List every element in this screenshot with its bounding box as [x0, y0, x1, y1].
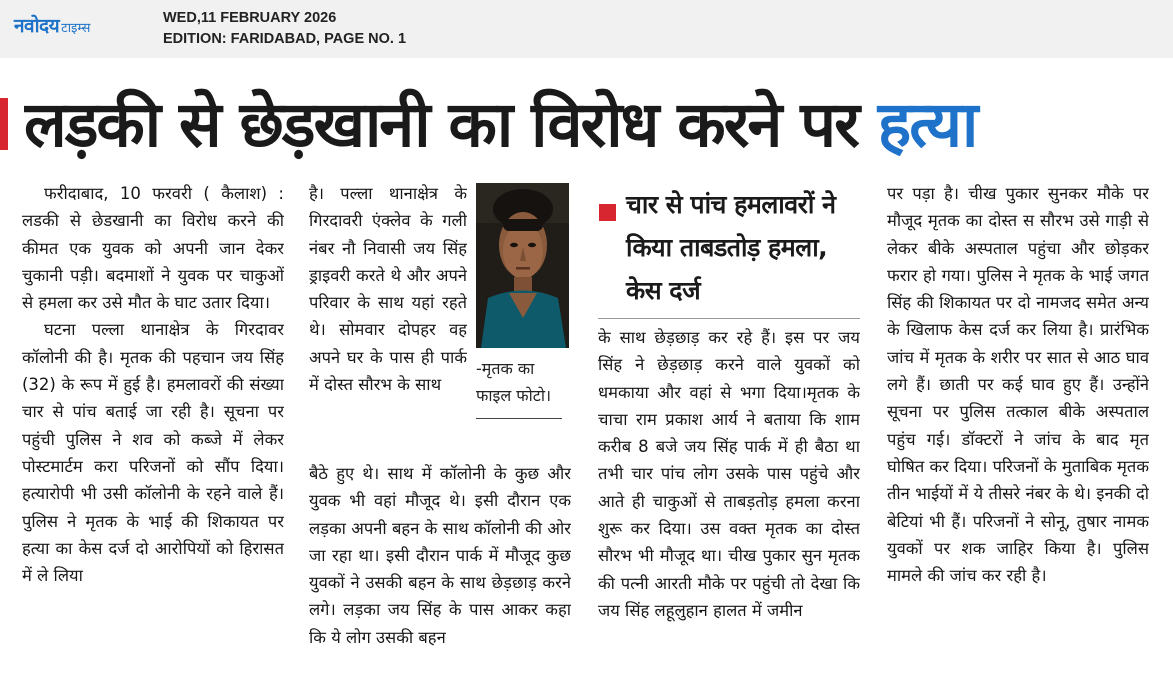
epaper-header [0, 0, 1173, 58]
photo-caption: -मृतक का फाइल फोटो। [476, 359, 552, 405]
article-column-3 [598, 324, 860, 692]
subhead-marker [599, 204, 616, 221]
article-column-2-bottom [309, 460, 571, 692]
edition-info [163, 8, 406, 50]
subhead-divider [598, 318, 860, 319]
newspaper-logo[interactable] [14, 12, 90, 38]
article-column-1 [22, 180, 284, 692]
article-column-4 [887, 180, 1149, 692]
headline-main: लड़की से छेड़खानी का विरोध करने पर [24, 88, 858, 161]
article-column-2-top [309, 180, 467, 460]
column-2-top-text: है। पल्ला थानाक्षेत्र के गिरदावरी एंक्लेव के गली नंबर नौ निवासी जय सिंह ड्राइवरी करते थे और अपने परिवार के साथ यहां रहते थे। सोमवार दोपहर वह अपने घर के पास ही पार्क में दोस्त सौरभ के साथ [309, 184, 467, 395]
column-1-paragraph-1: फरीदाबाद, 10 फरवरी ( कैलाश) : लडकी से छेडखानी का विरोध करने की कीमत एक युवक को अपनी जान देकर चुकानी पड़ी। बदमाशों ने युवक पर चाकुओं से हमला कर उसे मौत के घाट उतार दिया। [22, 184, 284, 313]
column-2-bottom-text: बैठे हुए थे। साथ में कॉलोनी के कुछ और युवक भी वहां मौजूद थे। इसी दौरान एक लड़का अपनी बहन के साथ कॉलोनी की ओर जा रहा था। इसी दौरान पार्क में मौजूद कुछ युवकों ने उसकी बहन के साथ छेड़छाड़ करने लगे। लड़का जय सिंह के पास आकर कहा कि ये लोग उसकी बहन [309, 464, 571, 647]
logo-sub-text: टाइम्स [61, 21, 91, 36]
column-1-paragraph-2: घटना पल्ला थानाक्षेत्र के गिरदावर कॉलोनी की है। मृतक की पहचान जय सिंह (32) के रूप में हुई है। हमलावरों की संख्या चार से पांच बताई जा रही है। सूचना पर पहुंची पुलिस ने शव को कब्जे में लेकर पोस्टमार्टम करा परिजनों को सौंप दिया। हत्यारोपी भी उसी कॉलोनी के रहने वाले हैं। पुलिस ने मृतक के भाई की शिकायत पर हत्या का केस दर्ज दो आरोपियों को हिरासत में ले लिया [22, 320, 284, 586]
edition-line: EDITION: FARIDABAD, PAGE NO. 1 [163, 31, 407, 47]
column-4-text: पर पड़ा है। चीख पुकार सुनकर मौके पर मौजूद मृतक का दोस्त स सौरभ उसे गाड़ी से लेकर बीके अस्पताल पहुंचा और छोड़कर फरार हो गया। पुलिस ने मृतक के भाई जगत सिंह की शिकायत पर दो नामजद समेत अन्य के खिलाफ केस दर्ज कर लिया है। प्रारंभिक जांच में मृतक के शरीर पर सात से आठ घाव लगे हैं। छाती पर कई घाव हुए हैं। उन्होंने सूचना पर पुलिस तत्काल बीके अस्पताल पहुंच गई। डॉक्टरों ने जांच के बाद मृत घोषित कर दिया। परिजनों के मुताबिक मृतक तीन भाईयों में ये तीसरे नंबर के थे। इनकी दो बेटियां भी हैं। परिजनों ने सोनू, तुषार नामक युवकों पर शक जाहिर किया है। पुलिस मामले की जांच कर रही है। [887, 184, 1149, 586]
logo-main-text: नवोदय [14, 15, 60, 37]
caption-divider [476, 418, 562, 419]
headline-marker [0, 98, 8, 150]
article-subheading: चार से पांच हमलावरों ने किया ताबडतोड़ हमला, केस दर्ज [626, 190, 836, 305]
article-headline [24, 82, 1169, 168]
column-3-text: के साथ छेड़छाड़ कर रहे हैं। इस पर जय सिंह ने छेड़छाड़ करने वाले युवकों को धमकाया और वहां से भगा दिया।मृतक के चाचा राम प्रकाश आर्य ने बताया कि शाम करीब 8 बजे जय सिंह पार्क में ही बैठा था तभी चार पांच लोग उसके पास पहुंचे और आते ही चाकुओं से ताबड़तोड़ हमला करना शुरू कर दिया। उस वक्त मृतक का दोस्त सौरभ भी मौजूद था। चीख पुकार सुन मृतक की पत्नी आरती मौके पर पहुंची तो देखा कि जय सिंह लहूलुहान हालत में जमीन [598, 328, 860, 620]
portrait-illustration [476, 183, 569, 348]
date-line: WED,11 FEBRUARY 2026 [163, 10, 337, 26]
headline-accent: हत्या [877, 88, 977, 161]
victim-photo [476, 183, 569, 348]
